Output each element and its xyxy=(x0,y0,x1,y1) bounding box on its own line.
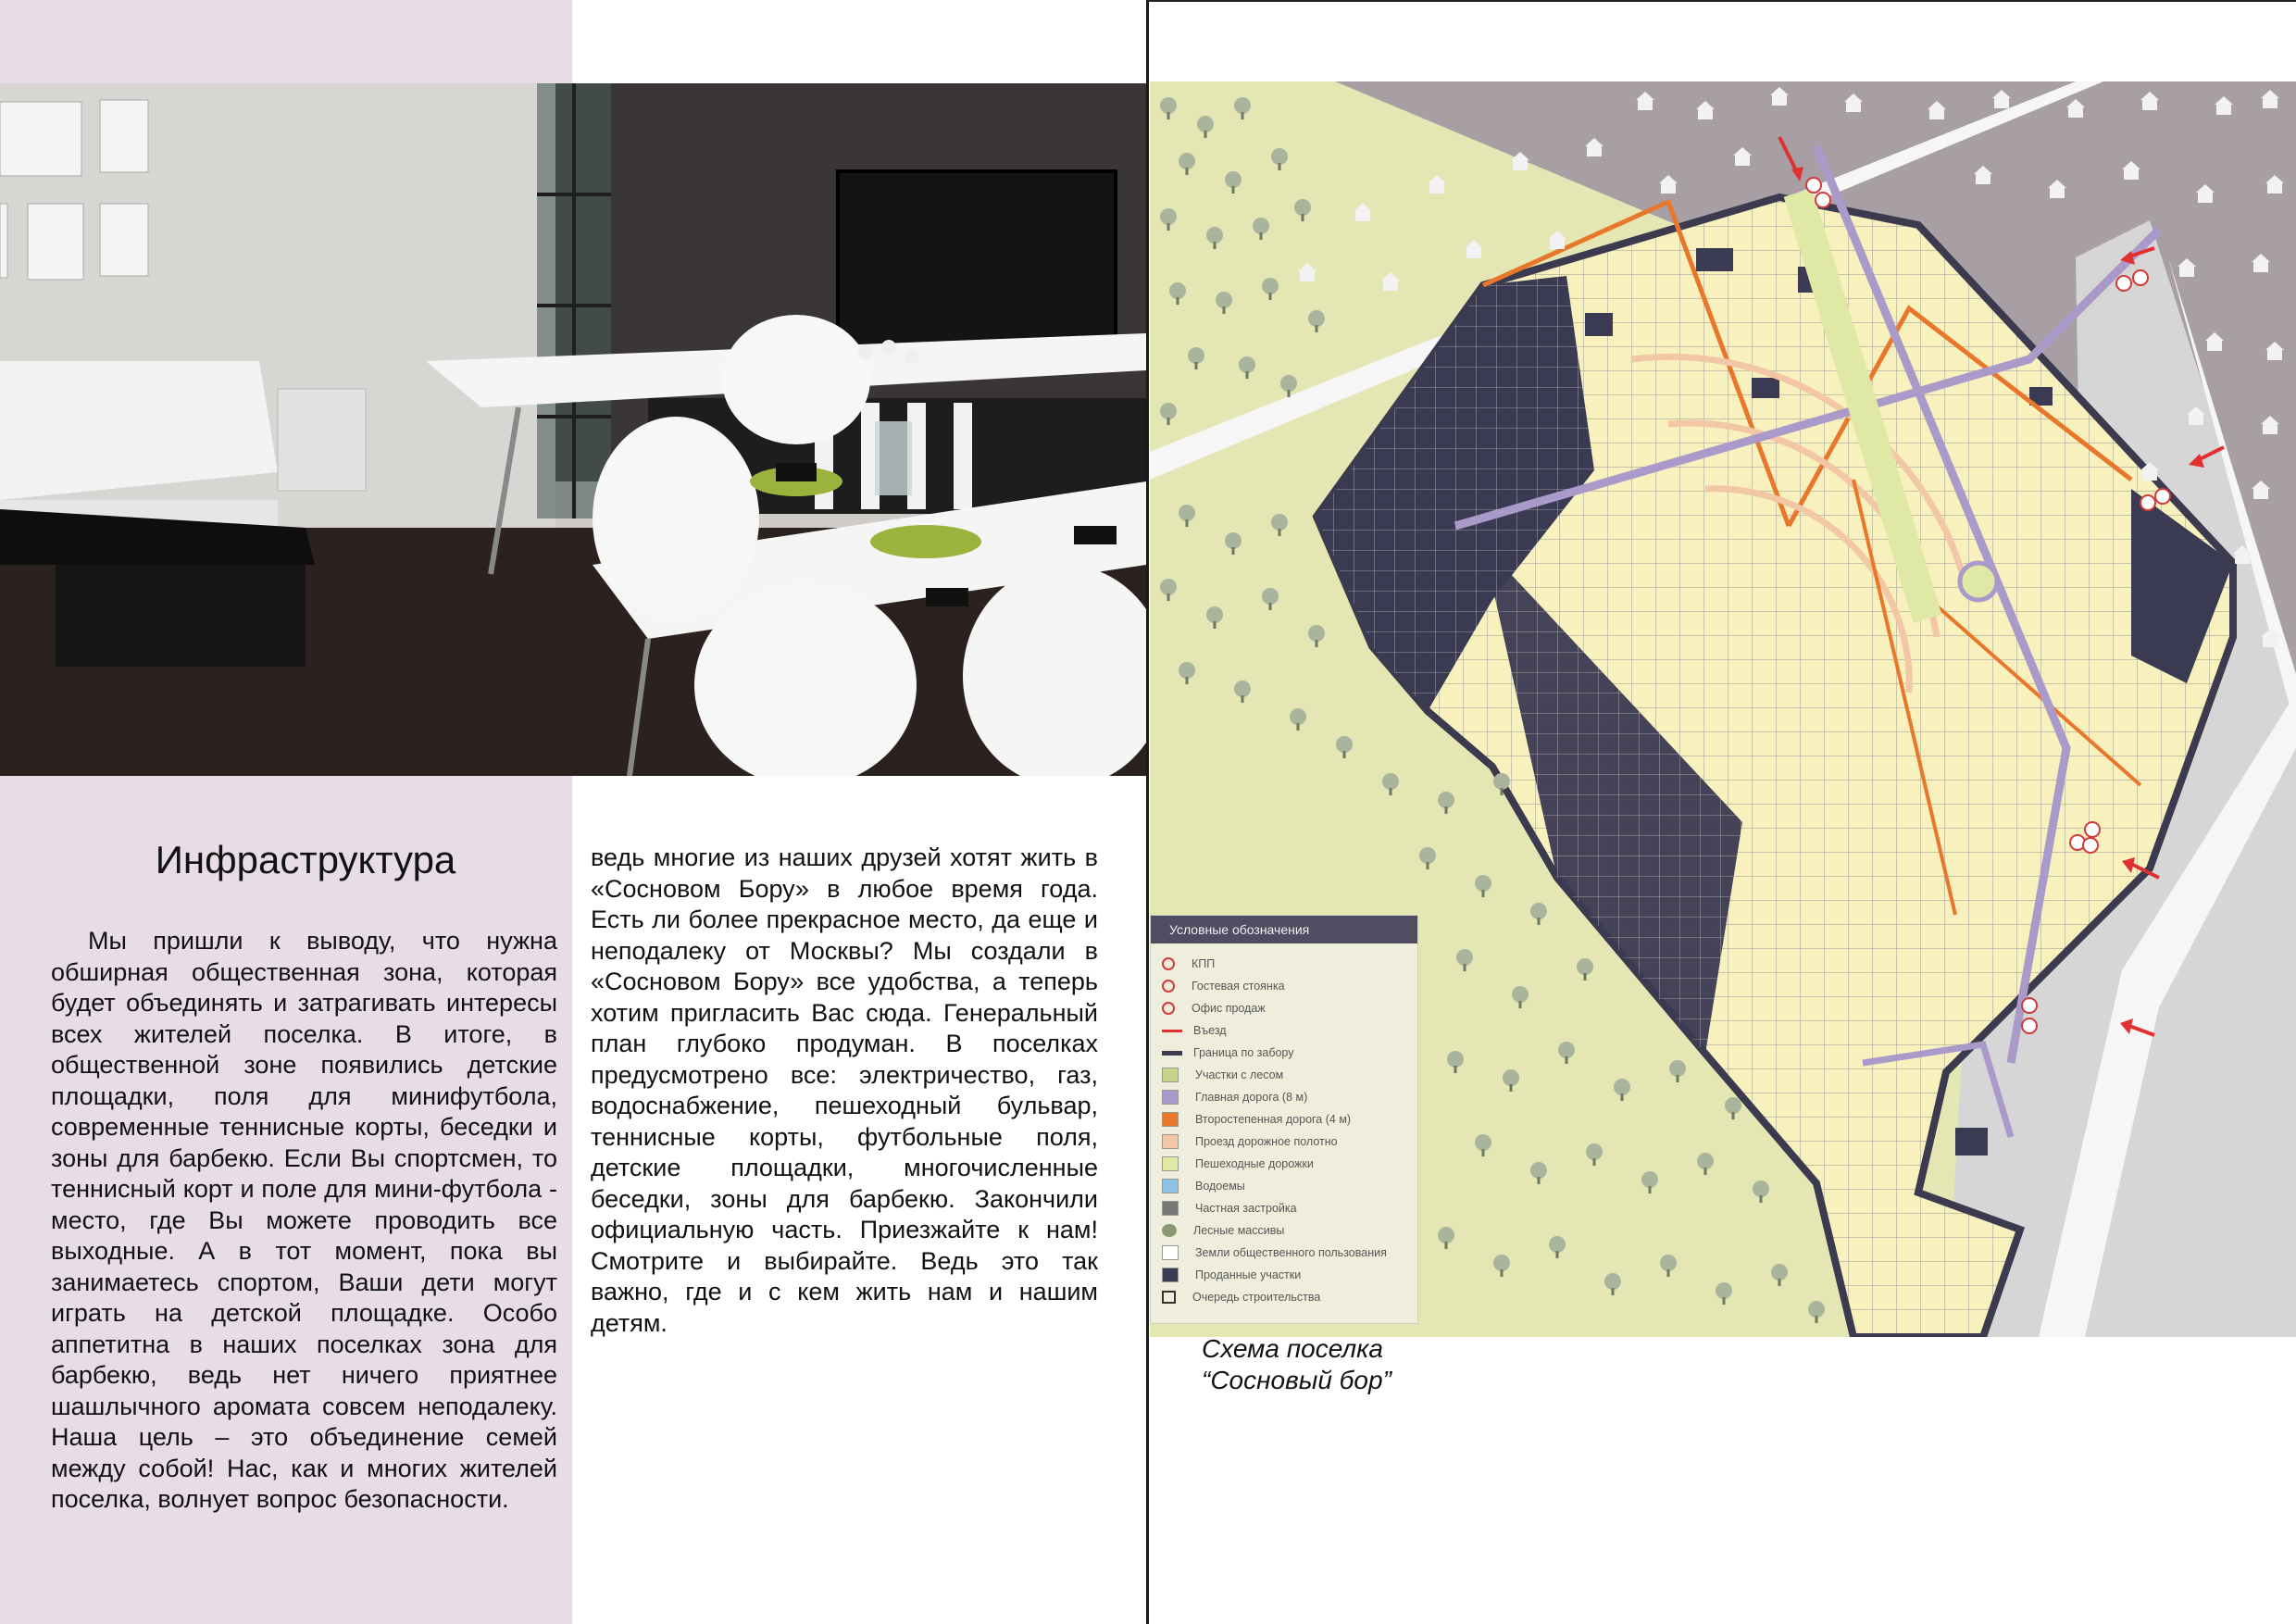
legend-label: Участки с лесом xyxy=(1195,1068,1284,1081)
legend-label: Проданные участки xyxy=(1195,1268,1302,1281)
article-column-2: ведь многие из наших друзей хотят жить в «Сосновом Бору» в любое время года. Есть ли более прекрасное место, да еще и неподалеку от Москвы? Мы создали в «Сосновом Бору» все удобства, а теперь хотим пригласить Вас сюда. Генеральный план глубоко продуман. В поселках предусмотрено все: электричество, газ, водоснабжение, пешеходный бульвар, теннисные корты, футбольные поля, детские площадки, многочисленные беседки, зоны для барбекю. Закончили официальную часть. Приезжайте к нам! Смотрите и выбирайте. Ведь это так важно, где и с кем жить нам и нашим детям. xyxy=(591,843,1098,1337)
boulevard-roundabout xyxy=(1960,563,1997,600)
legend-item xyxy=(1162,1108,1417,1131)
outline-icon xyxy=(1162,1291,1176,1304)
circled-3-icon xyxy=(1162,1002,1175,1015)
swatch-icon xyxy=(1162,1068,1179,1082)
legend-label: Лесные массивы xyxy=(1193,1224,1285,1237)
legend-item xyxy=(1162,997,1417,1019)
swatch-icon xyxy=(1162,1112,1179,1127)
legend-item xyxy=(1162,1219,1417,1242)
legend-label: Въезд xyxy=(1193,1024,1227,1037)
legend-item xyxy=(1162,1197,1417,1219)
legend-label: Главная дорога (8 м) xyxy=(1195,1091,1308,1104)
legend-label: Очередь строительства xyxy=(1192,1291,1321,1304)
article-column-1: Мы пришли к выводу, что нужна обширная общественная зона, которая будет объединять и затрагивать интересы всех жителей поселка. В итоге, в общественной зоне появились детские площадки, поля для минифутбола, современные теннисные корты, беседки и зоны для барбекю. Если Вы спортсмен, то теннисный корт и поле для мини-футбола - место, где Вы можете проводить все выходные. А в тот момент, пока вы занимаетесь спортом, Ваши дети могут играть на детской площадке. Особо аппетитна в наших поселках зона для барбекю, ведь нет ничего приятнее шашлычного аромата совсем неподалеку. Наша цель – это объединение семей между собой! Нас, как и многих жителей поселка, волнует вопрос безопасности. xyxy=(51,927,557,1513)
article-title: Инфраструктура xyxy=(155,838,456,881)
legend-list xyxy=(1151,943,1417,1308)
swatch-icon xyxy=(1162,1090,1179,1105)
legend-label: Земли общественного пользования xyxy=(1195,1246,1387,1259)
top-rule xyxy=(1148,0,2296,2)
map-caption: Схема поселка “Сосновый бор” xyxy=(1202,1334,1391,1394)
legend-label: КПП xyxy=(1192,957,1216,970)
swatch-icon xyxy=(1162,1245,1179,1260)
legend-label: Второстепенная дорога (4 м) xyxy=(1195,1113,1352,1126)
tree-icon xyxy=(1162,1224,1177,1237)
legend-label: Граница по забору xyxy=(1193,1046,1294,1059)
legend-item xyxy=(1162,1264,1417,1286)
legend-item xyxy=(1162,953,1417,975)
legend-label: Проезд дорожное полотно xyxy=(1195,1135,1338,1148)
legend-label: Частная застройка xyxy=(1195,1202,1297,1215)
legend-label: Водоемы xyxy=(1195,1180,1245,1193)
legend-item xyxy=(1162,1175,1417,1197)
legend-item xyxy=(1162,1086,1417,1108)
legend-item xyxy=(1162,1019,1417,1042)
legend-item xyxy=(1162,1131,1417,1153)
swatch-icon xyxy=(1162,1134,1179,1149)
legend-item xyxy=(1162,1064,1417,1086)
swatch-icon xyxy=(1162,1268,1179,1282)
legend-item xyxy=(1162,1286,1417,1308)
house-icon xyxy=(1162,1201,1179,1216)
red-arrow-icon xyxy=(1162,1030,1182,1032)
legend-label: Пешеходные дорожки xyxy=(1195,1157,1314,1170)
legend-label: Гостевая стоянка xyxy=(1192,980,1285,993)
map-legend xyxy=(1150,915,1418,1324)
circled-1-icon xyxy=(1162,957,1175,970)
legend-label: Офис продаж xyxy=(1192,1002,1266,1015)
legend-item xyxy=(1162,1153,1417,1175)
circled-2-icon xyxy=(1162,980,1175,993)
line-icon xyxy=(1162,1051,1182,1056)
legend-item xyxy=(1162,1242,1417,1264)
legend-title: Условные обозначения xyxy=(1151,916,1417,943)
swatch-icon xyxy=(1162,1156,1179,1171)
swatch-icon xyxy=(1162,1179,1179,1193)
page-spine xyxy=(1146,0,1149,1624)
legend-item xyxy=(1162,1042,1417,1064)
legend-item xyxy=(1162,975,1417,997)
background-top xyxy=(0,0,572,85)
office-interior-photo xyxy=(0,83,1146,776)
